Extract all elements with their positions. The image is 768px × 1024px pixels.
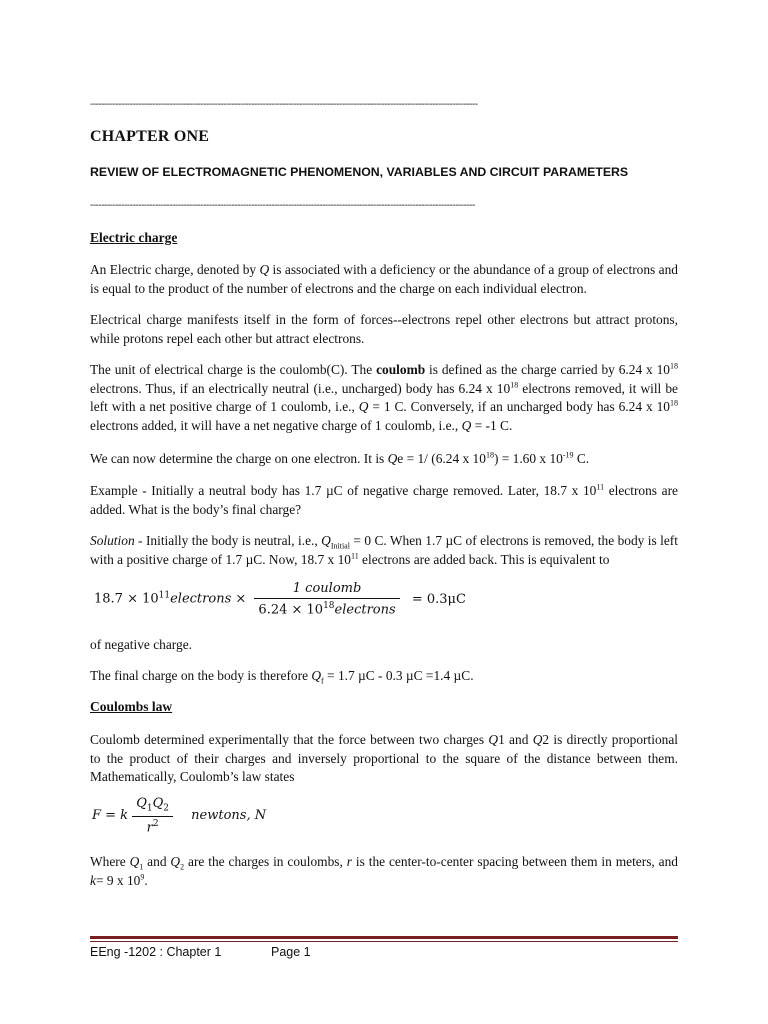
paragraph-coulomb-variables: Where $Q_1$ and $Q_2$ are the charges in coulombs, r is the center-to-center spacing between them in meters, and k= 9 x $10^9$. — [90, 854, 678, 888]
paragraph-example: Example - Initially a neutral body has 1.7 µC of negative charge removed. Later, 18.7 x $10^{11}$ electrons are added. What is the body’s final charge? — [90, 482, 678, 517]
footer-rule — [90, 936, 678, 939]
chapter-subtitle: REVIEW OF ELECTROMAGNETIC PHENOMENON, VARIABLES AND CIRCUIT PARAMETERS — [90, 165, 629, 179]
footer-page-number: Page 1 — [271, 945, 311, 959]
paragraph-negative-charge: of negative charge. — [90, 637, 192, 652]
paragraph-charge-definition: An Electric charge, denoted by Q is associated with a deficiency or the abundance of a group of electrons and is equal to the product of the number of electrons and the charge on each individual electron. — [90, 262, 678, 296]
equation-coulombs-law: F = k $\frac{Q_1Q_2}{r^2}$ newtons, N — [92, 796, 267, 835]
footer-course: EEng -1202 : Chapter 1 — [90, 945, 222, 959]
paragraph-electron-charge: We can now determine the charge on one electron. It is Qe = 1/ (6.24 x $10^{18}) = 1.60$ x $10^{-19}$ C. — [90, 450, 590, 466]
paragraph-charge-forces: Electrical charge manifests itself in the form of forces--electrons repel other electrons but attract protons, while protons repel each other but attract electrons. — [90, 312, 678, 346]
paragraph-solution: Solution - Initially the body is neutral, i.e., $Q_{Initial} = 0$ C. When 1.7 µC of electrons is removed, the body is left with a positive charge of 1.7 µC. Now, 18.7 x $10^{11}$ electrons are added back. This is equivalent to — [90, 533, 678, 567]
footer-rule-thin — [90, 941, 678, 942]
paragraph-coulomb-unit: The unit of electrical charge is the coulomb(C). The coulomb is defined as the charge carried by 6.24 x $10^{18}$ electrons. Thus, if an electrically neutral (i.e., uncharged) body has 6.24 x $10^{18}$ electrons removed, it will be left with a net positive charge of 1 coulomb, i.e., Q = 1 C. Conversely, if an uncharged body has 6.24 x $10^{18}$ electrons added, it will have a net negative charge of 1 coulomb, i.e., Q = -1 C. — [90, 361, 678, 433]
section-heading-coulombs-law: Coulombs law — [90, 699, 173, 714]
paragraph-coulomb-law: Coulomb determined experimentally that the force between two charges Q1 and Q2 is directly proportional to the product of their charges and inversely proportional to the square of the distance between them. Mathematically, Coulomb’s law states — [90, 732, 678, 784]
bottom-divider: ---------------------------------------------------------------------------------------------------------------------------------------- — [90, 200, 475, 211]
section-heading-electric-charge: Electric charge — [90, 230, 178, 245]
chapter-title: CHAPTER ONE — [90, 128, 210, 145]
equation-electron-conversion: $18.7 \times 10^{11}electrons$ × $\frac{\text{1 coulomb}}{6.24 \times 10^{18}electrons}$ = 0.3μC — [94, 581, 466, 618]
top-divider: ----------------------------------------------------------------------------------------------------------------------------------------- — [90, 99, 478, 110]
paragraph-final-charge: The final charge on the body is therefore $Q_f = 1.7$ µC - 0.3 µC =1.4 µC. — [90, 668, 474, 686]
